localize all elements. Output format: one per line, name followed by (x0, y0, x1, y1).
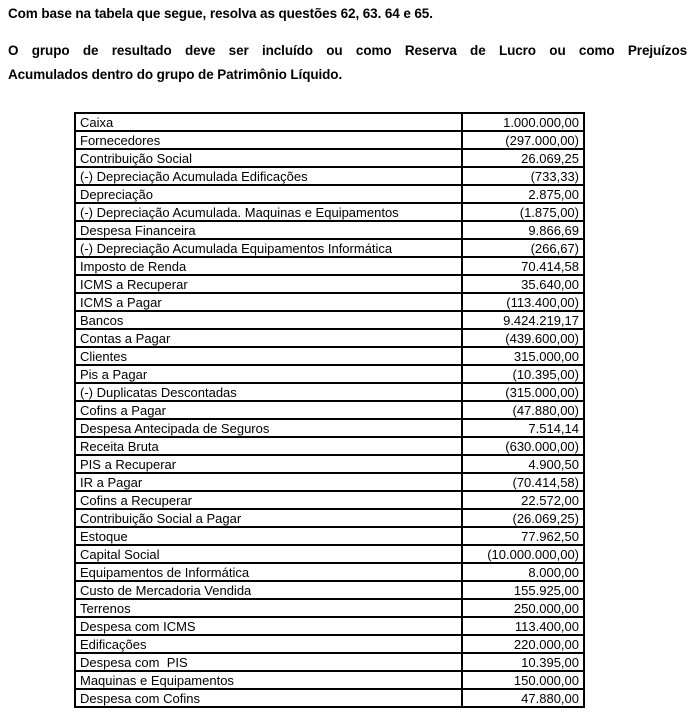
account-name-cell: ICMS a Recuperar (75, 275, 462, 293)
account-value-cell: (1.875,00) (462, 203, 584, 221)
account-name-cell: ICMS a Pagar (75, 293, 462, 311)
account-value-cell: 155.925,00 (462, 581, 584, 599)
account-value-cell: (315.000,00) (462, 383, 584, 401)
table-row (75, 689, 584, 707)
account-name-cell: Edificações (75, 635, 462, 653)
table-row (75, 203, 584, 221)
account-name-cell: Equipamentos de Informática (75, 563, 462, 581)
account-value-cell: 4.900,50 (462, 455, 584, 473)
table-row (75, 419, 584, 437)
account-name-cell: Pis a Pagar (75, 365, 462, 383)
table-row (75, 473, 584, 491)
account-value-cell: 150.000,00 (462, 671, 584, 689)
account-value-cell: (439.600,00) (462, 329, 584, 347)
account-value-cell: 22.572,00 (462, 491, 584, 509)
account-value-cell: (26.069,25) (462, 509, 584, 527)
account-name-cell: (-) Duplicatas Descontadas (75, 383, 462, 401)
table-row (75, 185, 584, 203)
table-row (75, 113, 584, 131)
account-value-cell: 9.866,69 (462, 221, 584, 239)
account-value-cell: (297.000,00) (462, 131, 584, 149)
table-row (75, 491, 584, 509)
account-value-cell: 26.069,25 (462, 149, 584, 167)
account-name-cell: Capital Social (75, 545, 462, 563)
account-name-cell: Clientes (75, 347, 462, 365)
table-row (75, 635, 584, 653)
account-name-cell: Contribuição Social (75, 149, 462, 167)
account-value-cell: 77.962,50 (462, 527, 584, 545)
table-row (75, 671, 584, 689)
account-value-cell: 2.875,00 (462, 185, 584, 203)
account-name-cell: Despesa com PIS (75, 653, 462, 671)
account-name-cell: Caixa (75, 113, 462, 131)
account-name-cell: Bancos (75, 311, 462, 329)
table-row (75, 455, 584, 473)
table-row (75, 131, 584, 149)
account-name-cell: Terrenos (75, 599, 462, 617)
account-value-cell: (70.414,58) (462, 473, 584, 491)
table-row (75, 527, 584, 545)
account-name-cell: Fornecedores (75, 131, 462, 149)
account-value-cell: 35.640,00 (462, 275, 584, 293)
account-name-cell: Contas a Pagar (75, 329, 462, 347)
table-row (75, 221, 584, 239)
account-name-cell: (-) Depreciação Acumulada. Maquinas e Equipamentos (75, 203, 462, 221)
table-row (75, 257, 584, 275)
table-row (75, 545, 584, 563)
account-name-cell: Cofins a Recuperar (75, 491, 462, 509)
account-value-cell: 9.424.219,17 (462, 311, 584, 329)
account-name-cell: Imposto de Renda (75, 257, 462, 275)
account-value-cell: 1.000.000,00 (462, 113, 584, 131)
account-name-cell: Despesa Antecipada de Seguros (75, 419, 462, 437)
account-name-cell: PIS a Recuperar (75, 455, 462, 473)
account-value-cell: 47.880,00 (462, 689, 584, 707)
table-row (75, 311, 584, 329)
account-value-cell: (266,67) (462, 239, 584, 257)
table-row (75, 581, 584, 599)
account-name-cell: Despesa com Cofins (75, 689, 462, 707)
account-value-cell: (10.000.000,00) (462, 545, 584, 563)
account-value-cell: (630.000,00) (462, 437, 584, 455)
account-name-cell: Maquinas e Equipamentos (75, 671, 462, 689)
table-row (75, 617, 584, 635)
table-row (75, 239, 584, 257)
accounts-table (74, 112, 585, 708)
account-name-cell: Estoque (75, 527, 462, 545)
account-name-cell: Custo de Mercadoria Vendida (75, 581, 462, 599)
instruction-line-1: O grupo de resultado deve ser incluído ou como Reserva de Lucro ou como Prejuízos (8, 43, 687, 58)
table-row (75, 437, 584, 455)
table-row (75, 275, 584, 293)
account-name-cell: Receita Bruta (75, 437, 462, 455)
table-row (75, 149, 584, 167)
instruction-line-2: Acumulados dentro do grupo de Patrimônio Líquido. (8, 67, 343, 82)
table-row (75, 563, 584, 581)
table-row (75, 329, 584, 347)
account-value-cell: (47.880,00) (462, 401, 584, 419)
account-name-cell: Despesa Financeira (75, 221, 462, 239)
table-row (75, 509, 584, 527)
account-name-cell: Cofins a Pagar (75, 401, 462, 419)
account-value-cell: 8.000,00 (462, 563, 584, 581)
account-value-cell: (10.395,00) (462, 365, 584, 383)
account-value-cell: 113.400,00 (462, 617, 584, 635)
account-name-cell: (-) Depreciação Acumulada Edificações (75, 167, 462, 185)
table-row (75, 365, 584, 383)
account-name-cell: Contribuição Social a Pagar (75, 509, 462, 527)
account-value-cell: 220.000,00 (462, 635, 584, 653)
intro-paragraph: Com base na tabela que segue, resolva as questões 62, 63. 64 e 65. (8, 6, 433, 21)
account-value-cell: 250.000,00 (462, 599, 584, 617)
account-value-cell: (733,33) (462, 167, 584, 185)
table-row (75, 599, 584, 617)
account-value-cell: 10.395,00 (462, 653, 584, 671)
account-name-cell: IR a Pagar (75, 473, 462, 491)
table-row (75, 347, 584, 365)
accounts-table-body (75, 113, 584, 707)
account-value-cell: 7.514,14 (462, 419, 584, 437)
account-value-cell: 70.414,58 (462, 257, 584, 275)
account-value-cell: (113.400,00) (462, 293, 584, 311)
account-name-cell: (-) Depreciação Acumulada Equipamentos Informática (75, 239, 462, 257)
instruction-paragraph (8, 39, 687, 87)
account-name-cell: Despesa com ICMS (75, 617, 462, 635)
table-row (75, 383, 584, 401)
table-row (75, 653, 584, 671)
account-name-cell: Depreciação (75, 185, 462, 203)
table-row (75, 401, 584, 419)
table-row (75, 167, 584, 185)
table-row (75, 293, 584, 311)
account-value-cell: 315.000,00 (462, 347, 584, 365)
